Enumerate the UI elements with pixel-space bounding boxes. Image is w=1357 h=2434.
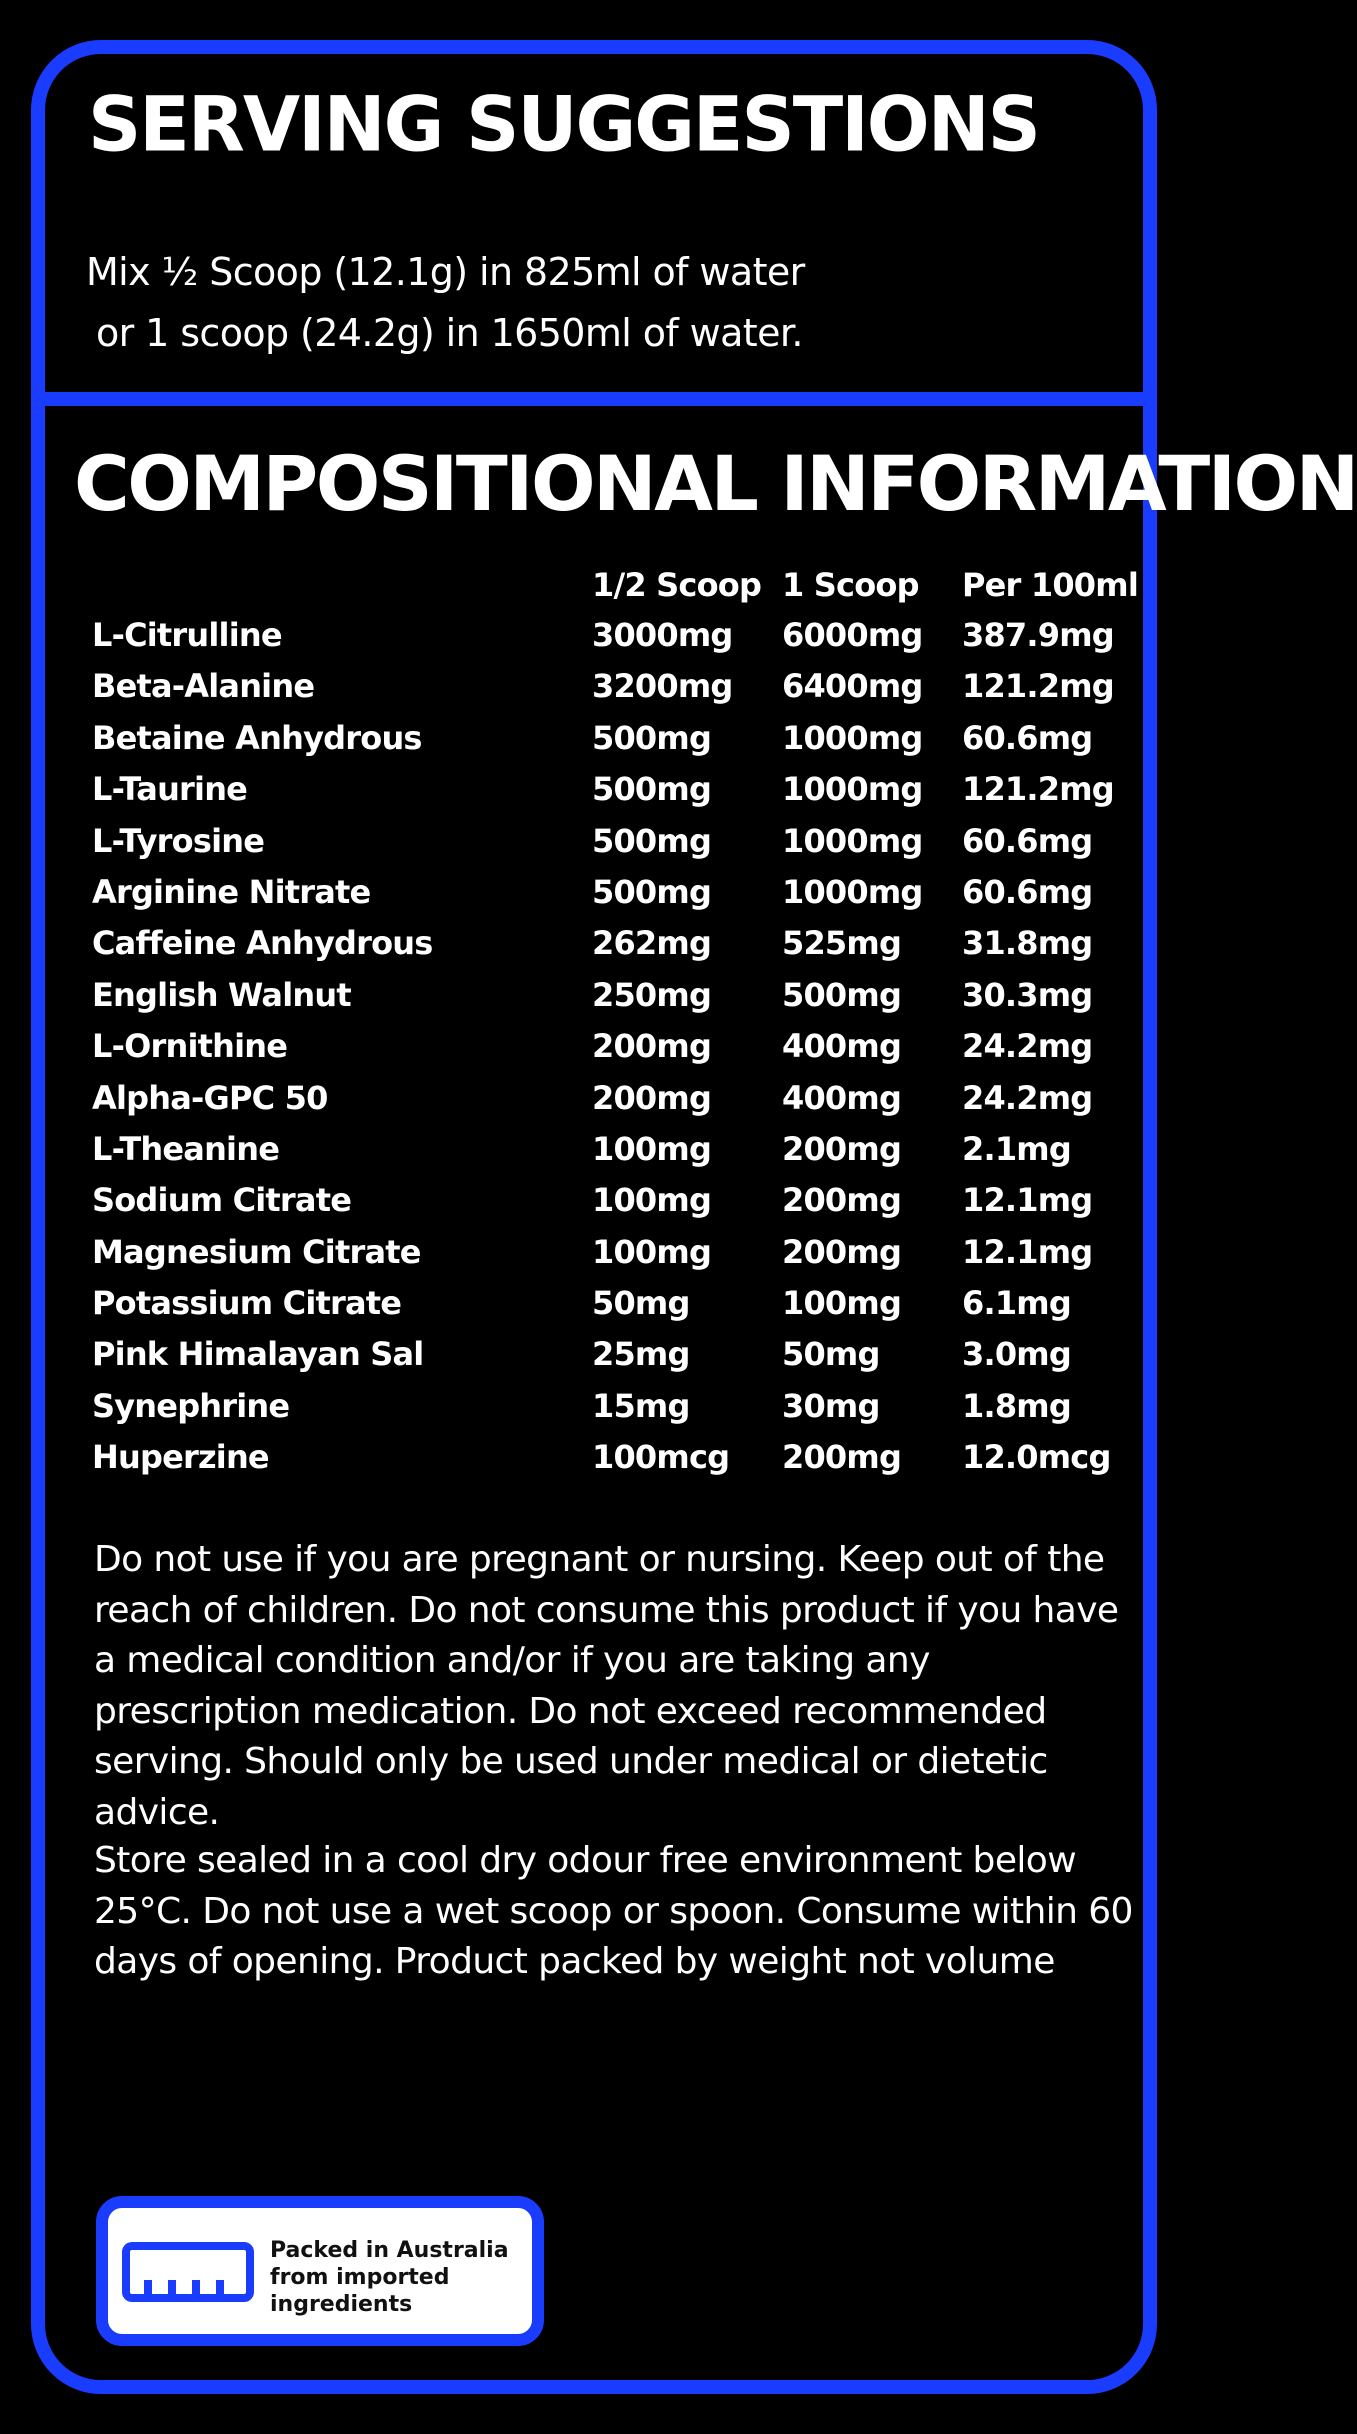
ingredient-name: L-Tyrosine [92,821,265,860]
table-row [92,661,1122,712]
ingredient-name: Pink Himalayan Sal [92,1335,424,1374]
half-scoop-value: 262mg [592,924,712,963]
one-scoop-value: 1000mg [782,821,923,860]
per-100ml-value: 2.1mg [962,1129,1071,1168]
half-scoop-value: 100mg [592,1129,712,1168]
half-scoop-value: 3200mg [592,667,733,706]
table-row [92,970,1122,1021]
half-scoop-value: 500mg [592,872,712,911]
per-100ml-value: 12.1mg [962,1232,1093,1271]
ingredient-name: Sodium Citrate [92,1181,352,1220]
half-scoop-value: 200mg [592,1078,712,1117]
ingredient-name: L-Theanine [92,1129,280,1168]
serving-title: SERVING SUGGESTIONS [88,81,1039,169]
table-row [92,1073,1122,1124]
per-100ml-value: 12.1mg [962,1181,1093,1220]
per-100ml-value: 6.1mg [962,1284,1071,1323]
half-scoop-value: 100mg [592,1181,712,1220]
one-scoop-value: 100mg [782,1284,902,1323]
one-scoop-value: 1000mg [782,718,923,757]
table-row [92,713,1122,764]
ingredient-name: Synephrine [92,1386,290,1425]
table-row [92,867,1122,918]
one-scoop-value: 400mg [782,1027,902,1066]
per-100ml-value: 60.6mg [962,718,1093,757]
table-row [92,816,1122,867]
one-scoop-value: 50mg [782,1335,880,1374]
table-row [92,1329,1122,1380]
composition-table [92,560,1138,1484]
half-scoop-value: 50mg [592,1284,690,1323]
ingredient-name: Huperzine [92,1438,269,1477]
ingredient-name: Magnesium Citrate [92,1232,421,1271]
badge-text: Packed in Australia from imported ingredients [270,2238,509,2317]
ingredient-name: Potassium Citrate [92,1284,402,1323]
half-scoop-value: 100mg [592,1232,712,1271]
ingredient-name: Alpha-GPC 50 [92,1078,328,1117]
one-scoop-value: 200mg [782,1232,902,1271]
half-scoop-value: 15mg [592,1386,690,1425]
ingredient-name: Betaine Anhydrous [92,718,422,757]
one-scoop-value: 30mg [782,1386,880,1425]
ingredient-name: Beta-Alanine [92,667,315,706]
half-scoop-value: 500mg [592,770,712,809]
one-scoop-value: 1000mg [782,872,923,911]
table-row [92,1278,1122,1329]
per-100ml-value: 121.2mg [962,667,1114,706]
half-scoop-value: 250mg [592,975,712,1014]
one-scoop-value: 200mg [782,1129,902,1168]
per-100ml-value: 30.3mg [962,975,1093,1014]
one-scoop-value: 500mg [782,975,902,1014]
table-row [92,764,1122,815]
per-100ml-value: 121.2mg [962,770,1114,809]
per-100ml-value: 387.9mg [962,616,1114,654]
half-scoop-value: 500mg [592,821,712,860]
ingredient-name: L-Taurine [92,770,248,809]
section-divider [45,392,1157,406]
per-100ml-value: 1.8mg [962,1386,1071,1425]
one-scoop-value: 200mg [782,1438,902,1477]
per-100ml-value: 60.6mg [962,872,1093,911]
storage-text: Store sealed in a cool dry odour free environment below 25°C. Do not use a wet scoop or spoon. Consume within 60 days of opening. Product packed by weight not volume [94,1840,1133,1982]
header-per-100ml: Per 100ml [962,566,1138,604]
ingredient-name: L-Ornithine [92,1027,288,1066]
header-half-scoop: 1/2 Scoop [592,566,762,604]
ingredient-name: L-Citrulline [92,616,282,654]
table-row [92,1227,1122,1278]
one-scoop-value: 6400mg [782,667,923,706]
per-100ml-value: 12.0mcg [962,1438,1111,1477]
table-body [92,610,1122,1484]
header-one-scoop: 1 Scoop [782,566,919,604]
ingredient-name: English Walnut [92,975,351,1014]
half-scoop-value: 3000mg [592,616,733,654]
per-100ml-value: 24.2mg [962,1027,1093,1066]
half-scoop-value: 500mg [592,718,712,757]
one-scoop-value: 6000mg [782,616,923,654]
table-row [92,1381,1122,1432]
packed-in-australia-badge [96,2196,544,2346]
per-100ml-value: 31.8mg [962,924,1093,963]
serving-line-1: Mix ½ Scoop (12.1g) in 825ml of water [86,250,805,294]
table-row [92,918,1122,969]
table-row [92,610,1122,661]
composition-title: COMPOSITIONAL INFORMATION [74,439,1357,528]
half-scoop-value: 25mg [592,1335,690,1374]
one-scoop-value: 400mg [782,1078,902,1117]
one-scoop-value: 1000mg [782,770,923,809]
ingredient-name: Caffeine Anhydrous [92,924,433,963]
per-100ml-value: 60.6mg [962,821,1093,860]
serving-line-2: or 1 scoop (24.2g) in 1650ml of water. [96,311,803,355]
table-row [92,1124,1122,1175]
table-row [92,1432,1122,1483]
ingredient-name: Arginine Nitrate [92,872,371,911]
per-100ml-value: 24.2mg [962,1078,1093,1117]
one-scoop-value: 525mg [782,924,902,963]
table-row [92,1021,1122,1072]
half-scoop-value: 100mcg [592,1438,730,1477]
table-row [92,1175,1122,1226]
table-header [92,560,1138,610]
one-scoop-value: 200mg [782,1181,902,1220]
warning-text: Do not use if you are pregnant or nursing. Keep out of the reach of children. Do not consume this product if you have a medical condition and/or if you are taking any prescription medication. Do not exceed recommended serving. Should only be used under medical or dietetic advice. [94,1539,1119,1833]
bar-chart-icon [122,2242,254,2302]
half-scoop-value: 200mg [592,1027,712,1066]
per-100ml-value: 3.0mg [962,1335,1071,1374]
